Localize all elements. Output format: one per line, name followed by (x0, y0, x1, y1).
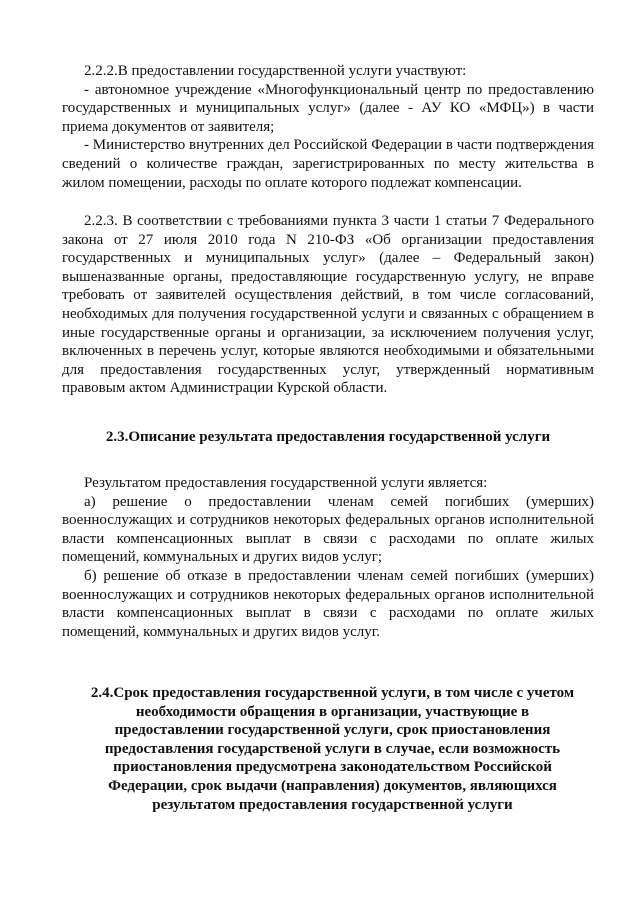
section-2-3-body (62, 474, 594, 641)
section-2-3-item-a: а) решение о предоставлении членам семей погибших (умерших) военнослужащих и сотрудников некоторых федеральных органов исполнительной власти компенсационных выплат в связи с расходами по оплате жилых помещений, коммунальных и других видов услуг; (62, 493, 594, 566)
section-2-3-item-b: б) решение об отказе в предоставлении членам семей погибших (умерших) военнослужащих и сотрудников некоторых федеральных органов исполнительной власти компенсационных выплат в связи с расходами по оплате жилых помещений, коммунальных и других видов услуг. (62, 567, 594, 640)
section-2-2-2 (62, 62, 594, 192)
section-2-2-3 (62, 212, 594, 398)
section-2-2-2-item-2: - Министерство внутренних дел Российской Федерации в части подтверждения сведений о количестве граждан, зарегистрированных по месту жительства в жилом помещении, расходы по оплате которого подлежат компенсации. (62, 137, 594, 191)
section-2-4-heading: 2.4.Срок предоставления государственной услуги, в том числе с учетом необходимости обращения в организации, участвующие в предоставлении государственной услуги, срок приостановления предоставления государственой услуги в случае, если возможность приостановления предусмотрена законодательством Российской Федерации, срок выдачи (направления) документов, являющихся результатом предоставления государственной услуги (90, 685, 575, 813)
section-2-2-2-item-1: - автономное учреждение «Многофункциональный центр по предоставлению государственных и муниципальных услуг» (далее - АУ КО «МФЦ») в части приема документов от заявителя; (62, 81, 594, 135)
section-2-3-heading: 2.3.Описание результата предоставления государственной услуги (105, 429, 551, 445)
section-2-2-2-title: 2.2.2.В предоставлении государственной услуги участвуют: (84, 63, 467, 79)
section-2-3-intro: Результатом предоставления государственной услуги является: (84, 475, 488, 491)
section-2-2-3-text: 2.2.3. В соответствии с требованиями пункта 3 части 1 статьи 7 Федерального закона от 27 июля 2010 года N 210-ФЗ «Об организации предоставления государственных и муниципальных услуг» (далее – Федеральный закон) вышеназванные органы, предоставляющие государственную услугу, не вправе требовать от заявителей осуществления действий, в том числе согласований, необходимых для получения государственной услуги и связанных с обращением в иные государственные органы и организации, за исключением получения услуг, включенных в перечень услуг, которые являются необходимыми и обязательными для предоставления государственных услуг, утвержденный нормативным правовым актом Администрации Курской области. (62, 213, 594, 397)
